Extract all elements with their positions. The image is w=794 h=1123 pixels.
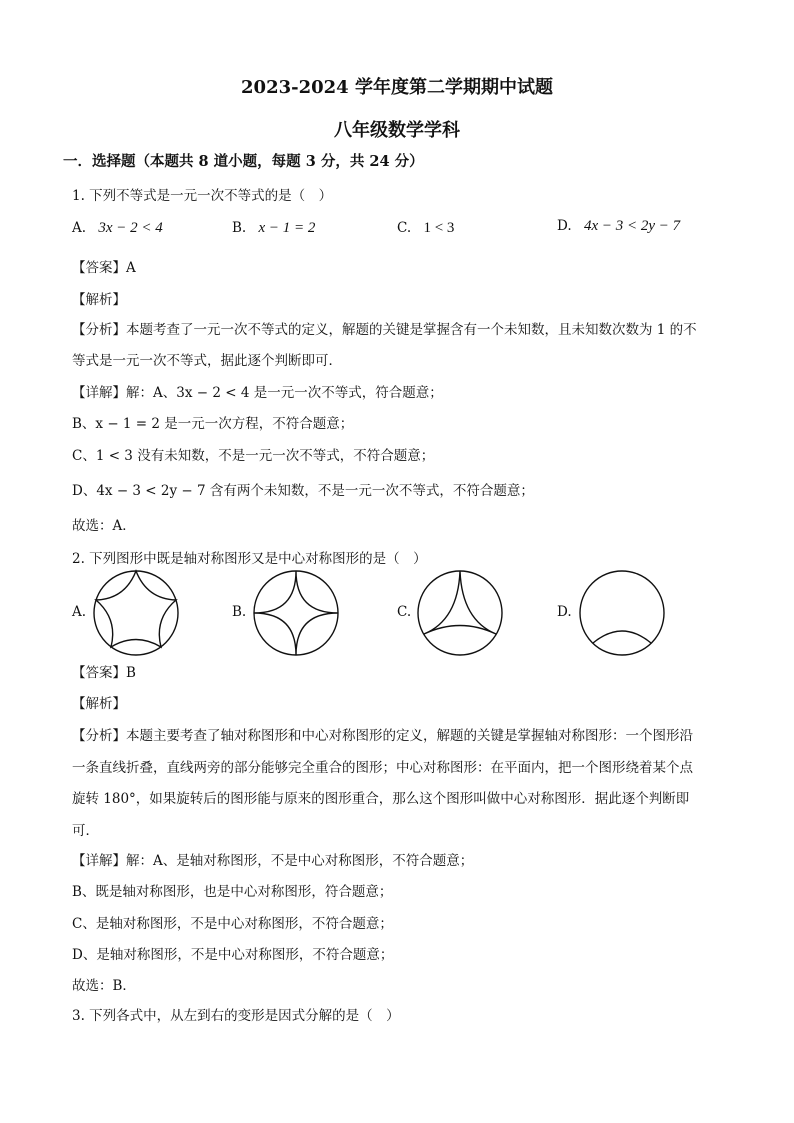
q1-fenxi-line-2: 等式是一元一次不等式，据此逐个判断即可． <box>72 353 342 369</box>
option-expression: 4x − 3 < 2y − 7 <box>583 218 681 234</box>
q1-detail-line: B、x − 1 = 2 是一元一次方程，不符合题意； <box>72 416 354 432</box>
exam-title: 2023-2024 学年度第二学期期中试题 <box>241 77 553 98</box>
q1-analysis-heading: 【解析】 <box>72 292 126 308</box>
q2-conclusion: 故选：B． <box>72 978 136 994</box>
q1-option-c <box>397 220 454 237</box>
q2-detail-line: C、是轴对称图形，不是中心对称图形，不符合题意； <box>72 916 393 932</box>
q2-figure-a <box>93 570 179 656</box>
option-letter: D. <box>557 218 572 234</box>
q1-detail-line: C、1 < 3 没有未知数，不是一元一次不等式，不符合题意； <box>72 448 435 464</box>
question-2-stem: 2. 下列图形中既是轴对称图形又是中心对称图形的是（ ） <box>72 551 427 567</box>
section-heading: 一．选择题（本题共 8 道小题，每题 3 分，共 24 分） <box>63 153 424 170</box>
q2-figure-d <box>579 570 665 656</box>
option-expression: 3x − 2 < 4 <box>98 220 163 236</box>
q1-detail-line: 【详解】解：A、3x − 2 < 4 是一元一次不等式，符合题意； <box>72 385 443 401</box>
q2-answer: 【答案】B <box>72 665 136 681</box>
q2-figure-c <box>417 570 503 656</box>
q2-detail-line: B、既是轴对称图形，也是中心对称图形，符合题意； <box>72 884 393 900</box>
q1-conclusion: 故选：A． <box>72 518 136 534</box>
option-letter: C. <box>397 220 412 236</box>
question-3-stem: 3. 下列各式中，从左到右的变形是因式分解的是（ ） <box>72 1008 400 1024</box>
q2-fenxi-line: 一条直线折叠，直线两旁的部分能够完全重合的图形；中心对称图形：在平面内，把一个图形绕着某个点 <box>72 760 693 776</box>
q1-answer: 【答案】A <box>72 260 136 276</box>
q2-option-b-label: B. <box>232 604 247 620</box>
q1-option-d <box>557 218 680 235</box>
option-letter: B. <box>232 220 247 236</box>
q2-fenxi-line: 旋转 180°，如果旋转后的图形能与原来的图形重合，那么这个图形叫做中心对称图形．据此逐个判断即 <box>72 791 690 807</box>
option-letter: A. <box>72 220 87 236</box>
option-expression: 1 < 3 <box>423 220 455 236</box>
question-1-stem: 1. 下列不等式是一元一次不等式的是（ ） <box>72 188 333 204</box>
q2-fenxi-line: 可． <box>72 823 99 839</box>
q2-analysis-heading: 【解析】 <box>72 696 126 712</box>
q2-option-c-label: C. <box>397 604 412 620</box>
q2-figure-b <box>253 570 339 656</box>
q2-option-d-label: D. <box>557 604 572 620</box>
q2-fenxi-line: 【分析】本题主要考查了轴对称图形和中心对称图形的定义，解题的关键是掌握轴对称图形：一个图形沿 <box>72 728 693 744</box>
q1-option-b <box>232 220 315 237</box>
q1-fenxi-line-1: 【分析】本题考查了一元一次不等式的定义，解题的关键是掌握含有一个未知数，且未知数次数为 1 的不 <box>72 322 697 338</box>
q2-detail-line: 【详解】解：A、是轴对称图形，不是中心对称图形，不符合题意； <box>72 853 474 869</box>
q1-option-a <box>72 220 163 237</box>
q1-detail-line: D、4x − 3 < 2y − 7 含有两个未知数，不是一元一次不等式，不符合题意； <box>72 483 534 499</box>
q2-option-a-label: A. <box>72 604 87 620</box>
q2-detail-line: D、是轴对称图形，不是中心对称图形，不符合题意； <box>72 947 394 963</box>
option-expression: x − 1 = 2 <box>258 220 316 236</box>
exam-subtitle: 八年级数学学科 <box>334 120 460 141</box>
